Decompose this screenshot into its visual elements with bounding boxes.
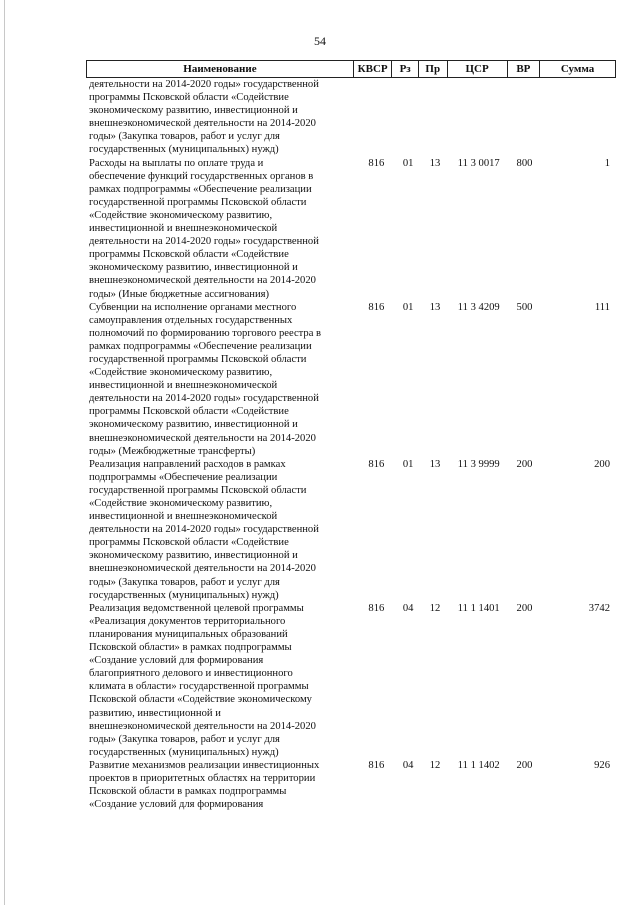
row-pr bbox=[421, 78, 449, 157]
row-csr: 11 3 4209 bbox=[457, 301, 500, 313]
row-rz: 04 bbox=[402, 602, 414, 614]
row-csr bbox=[449, 78, 509, 157]
row-sum: 926 bbox=[594, 759, 610, 771]
row-kvsr bbox=[357, 78, 395, 157]
row-pr: 12 bbox=[429, 759, 441, 771]
row-vr: 200 bbox=[516, 759, 533, 771]
row-sum: 3742 bbox=[588, 602, 610, 614]
table-row bbox=[86, 759, 616, 811]
table-row bbox=[86, 157, 616, 301]
row-sum: 111 bbox=[594, 301, 610, 313]
row-vr: 200 bbox=[516, 458, 533, 470]
scan-edge-line bbox=[4, 0, 5, 905]
row-pr: 12 bbox=[429, 602, 441, 614]
table-row bbox=[86, 78, 616, 157]
row-rz bbox=[395, 78, 421, 157]
row-pr: 13 bbox=[429, 157, 441, 169]
row-vr bbox=[509, 78, 541, 157]
row-name: деятельности на 2014-2020 годы» государственной программы Псковской области «Содействие экономическому развитию, инвестиционной и внешнеэкономической деятельности на 2014-2020 годы» (Закупка товаров, работ и услуг для государственных (муниципальных) нужд) bbox=[89, 79, 319, 156]
row-rz: 01 bbox=[402, 157, 414, 169]
row-name: Развитие механизмов реализации инвестиционных проектов в приоритетных областях на территории Псковской области в рамках подпрограммы «Создание условий для формирования bbox=[89, 759, 320, 811]
header-vr: ВР bbox=[507, 61, 540, 77]
row-kvsr: 816 bbox=[368, 301, 385, 313]
table-header bbox=[86, 60, 616, 78]
header-rz: Рз bbox=[391, 61, 418, 77]
row-kvsr: 816 bbox=[368, 157, 385, 169]
row-name: Расходы на выплаты по оплате труда и обеспечение функций государственных органов в рамках подпрограммы «Обеспечение реализации государственной программы Псковской области «Содействие экономическому развитию, инвестиционной и внешнеэкономической деятельности на 2014-2020 годы» государственной программы Псковской области «Содействие экономическому развитию, инвестиционной и внешнеэкономической деятельности на 2014-2020 годы» (Иные бюджетные ассигнования) bbox=[89, 157, 319, 300]
row-kvsr: 816 bbox=[368, 759, 385, 771]
row-csr: 11 1 1401 bbox=[457, 602, 500, 614]
row-kvsr: 816 bbox=[368, 602, 385, 614]
row-sum bbox=[540, 78, 616, 157]
table-row bbox=[86, 458, 616, 602]
row-pr: 13 bbox=[429, 458, 441, 470]
row-sum: 200 bbox=[594, 458, 610, 470]
row-vr: 800 bbox=[516, 157, 533, 169]
page-number: 54 bbox=[314, 34, 326, 48]
header-pr: Пр bbox=[418, 61, 447, 77]
row-name: Субвенции на исполнение органами местного самоуправления отдельных государственных полномочий по формированию торгового реестра в рамках подпрограммы «Обеспечение реализации государственной программы Псковской области «Содействие экономическому развитию, инвестиционной и внешнеэкономической деятельности на 2014-2020 годы» государственной программы Псковской области «Содействие экономическому развитию, инвестиционной и внешнеэкономической деятельности на 2014-2020 годы» (Межбюджетные трансферты) bbox=[89, 301, 322, 457]
row-name: Реализация ведомственной целевой программы «Реализация документов территориального планирования муниципальных образований Псковской области» в рамках подпрограммы «Создание условий для формирования благоприятного делового и инвестиционного климата в области» государственной программы Псковской области «Содействие экономическому развитию, инвестиционной и внешнеэкономической деятельности на 2014-2020 годы» (Закупка товаров, работ и услуг для государственных (муниципальных) нужд) bbox=[89, 602, 316, 758]
table-row bbox=[86, 301, 616, 458]
row-name: Реализация направлений расходов в рамках подпрограммы «Обеспечение реализации государственной программы Псковской области «Содействие экономическому развитию, инвестиционной и внешнеэкономической деятельности на 2014-2020 годы» государственной программы Псковской области «Содействие экономическому развитию, инвестиционной и внешнеэкономической деятельности на 2014-2020 годы» (Закупка товаров, работ и услуг для государственных (муниципальных) нужд) bbox=[89, 458, 319, 601]
row-vr: 200 bbox=[516, 602, 533, 614]
header-csr: ЦСР bbox=[447, 61, 507, 77]
row-rz: 01 bbox=[402, 458, 414, 470]
row-rz: 01 bbox=[402, 301, 414, 313]
header-kvsr: КВСР bbox=[353, 61, 391, 77]
row-csr: 11 3 9999 bbox=[457, 458, 500, 470]
row-rz: 04 bbox=[402, 759, 414, 771]
table-row bbox=[86, 602, 616, 759]
row-pr: 13 bbox=[429, 301, 441, 313]
budget-table bbox=[86, 60, 616, 811]
header-sum: Сумма bbox=[539, 61, 615, 77]
row-csr: 11 1 1402 bbox=[457, 759, 500, 771]
row-csr: 11 3 0017 bbox=[457, 157, 500, 169]
row-kvsr: 816 bbox=[368, 458, 385, 470]
header-name: Наименование bbox=[86, 61, 353, 77]
row-sum: 1 bbox=[604, 157, 610, 169]
row-vr: 500 bbox=[516, 301, 533, 313]
